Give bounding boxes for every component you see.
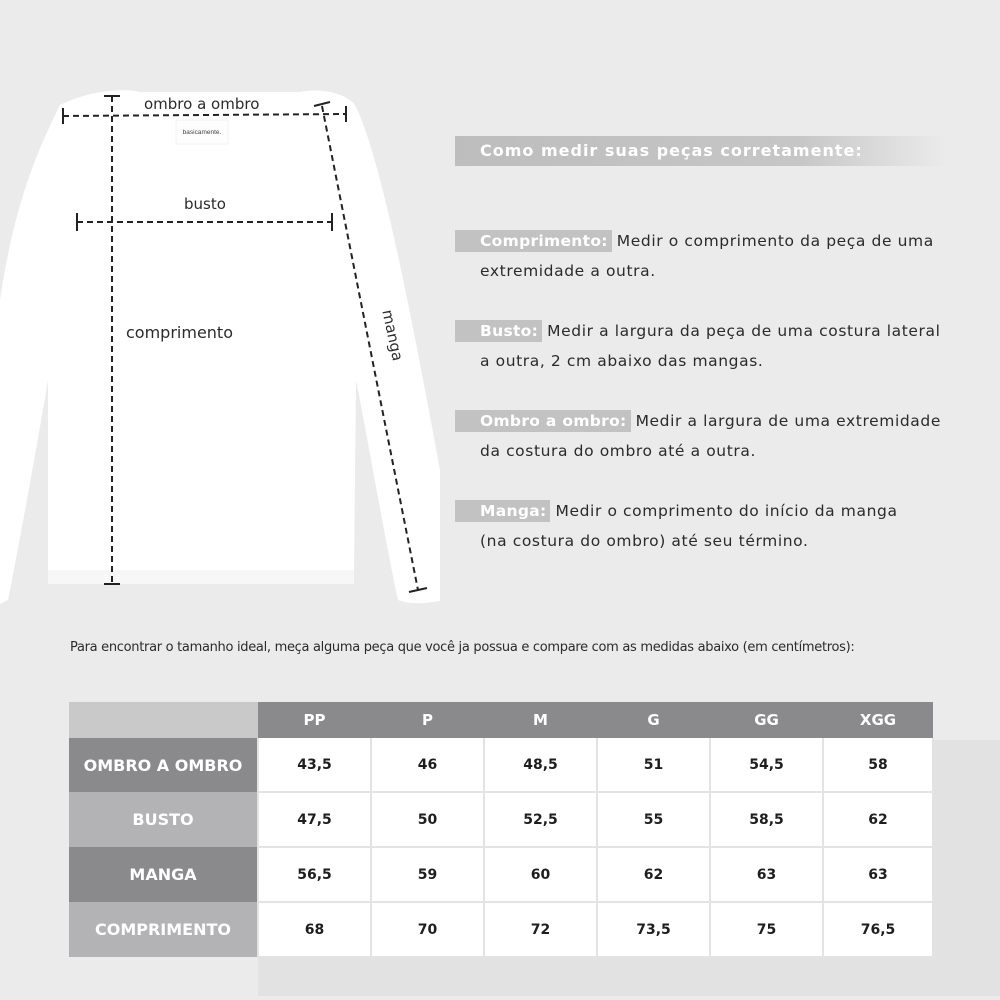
guide-desc-line2: extremidade a outra. [480, 262, 656, 280]
guide-item-shoulder [455, 406, 945, 466]
size-intro: Para encontrar o tamanho ideal, meça alguma peça que você ja possua e compare com as medidas abaixo (em centímetros): [70, 640, 855, 655]
table-row [69, 847, 933, 902]
table-corner [69, 702, 258, 738]
table-cell: 70 [371, 902, 484, 957]
table-cell: 51 [597, 738, 710, 792]
guide-desc-line2: a outra, 2 cm abaixo das mangas. [480, 352, 764, 370]
table-cell: 47,5 [258, 792, 371, 847]
table-cell: 63 [710, 847, 823, 902]
table-cell: 48,5 [484, 738, 597, 792]
col-header: P [371, 702, 484, 738]
row-header: OMBRO A OMBRO [69, 738, 258, 792]
table-cell: 50 [371, 792, 484, 847]
guide-desc-line2: (na costura do ombro) até seu término. [480, 532, 809, 550]
sweater-illustration [0, 0, 440, 620]
table-cell: 58 [823, 738, 933, 792]
row-header: COMPRIMENTO [69, 902, 258, 957]
table-cell: 68 [258, 902, 371, 957]
guide-desc-line1: Medir o comprimento do início da manga [555, 502, 898, 520]
table-cell: 43,5 [258, 738, 371, 792]
length-label: comprimento [126, 323, 233, 342]
guide-desc-line1: Medir a largura da peça de uma costura lateral [547, 322, 941, 340]
sweater-body [0, 90, 440, 604]
col-header: XGG [823, 702, 933, 738]
bust-label: busto [184, 195, 226, 213]
table-row [69, 792, 933, 847]
guide-term: Manga: [455, 500, 550, 522]
table-cell: 46 [371, 738, 484, 792]
table-cell: 59 [371, 847, 484, 902]
col-header: M [484, 702, 597, 738]
col-header: PP [258, 702, 371, 738]
table-cell: 73,5 [597, 902, 710, 957]
guide-desc-line1: Medir o comprimento da peça de uma [616, 232, 934, 250]
table-row [69, 902, 933, 957]
table-cell: 62 [597, 847, 710, 902]
table-cell: 75 [710, 902, 823, 957]
col-header: G [597, 702, 710, 738]
guide-desc-line2: da costura do ombro até a outra. [480, 442, 757, 460]
sleeve-label: manga [378, 308, 407, 363]
guide-term: Ombro a ombro: [455, 410, 631, 432]
col-header: GG [710, 702, 823, 738]
table-header-row [69, 702, 933, 738]
table-cell: 56,5 [258, 847, 371, 902]
shoulder-label: ombro a ombro [144, 95, 260, 113]
brand-label-text: basicamente. [182, 129, 222, 136]
table-cell: 72 [484, 902, 597, 957]
sweater-hem [48, 570, 354, 584]
table-cell: 58,5 [710, 792, 823, 847]
table-cell: 60 [484, 847, 597, 902]
table-cell: 76,5 [823, 902, 933, 957]
guide-title: Como medir suas peças corretamente: [455, 136, 945, 166]
row-header: BUSTO [69, 792, 258, 847]
guide-item-sleeve [455, 496, 945, 556]
row-header: MANGA [69, 847, 258, 902]
guide-item-bust [455, 316, 945, 376]
guide-term: Busto: [455, 320, 542, 342]
guide-item-length [455, 226, 945, 286]
table-cell: 54,5 [710, 738, 823, 792]
table-cell: 62 [823, 792, 933, 847]
guide-desc-line1: Medir a largura de uma extremidade [635, 412, 941, 430]
table-cell: 52,5 [484, 792, 597, 847]
table-cell: 63 [823, 847, 933, 902]
table-cell: 55 [597, 792, 710, 847]
table-row [69, 738, 933, 792]
guide-term: Comprimento: [455, 230, 612, 252]
size-table [69, 702, 934, 958]
